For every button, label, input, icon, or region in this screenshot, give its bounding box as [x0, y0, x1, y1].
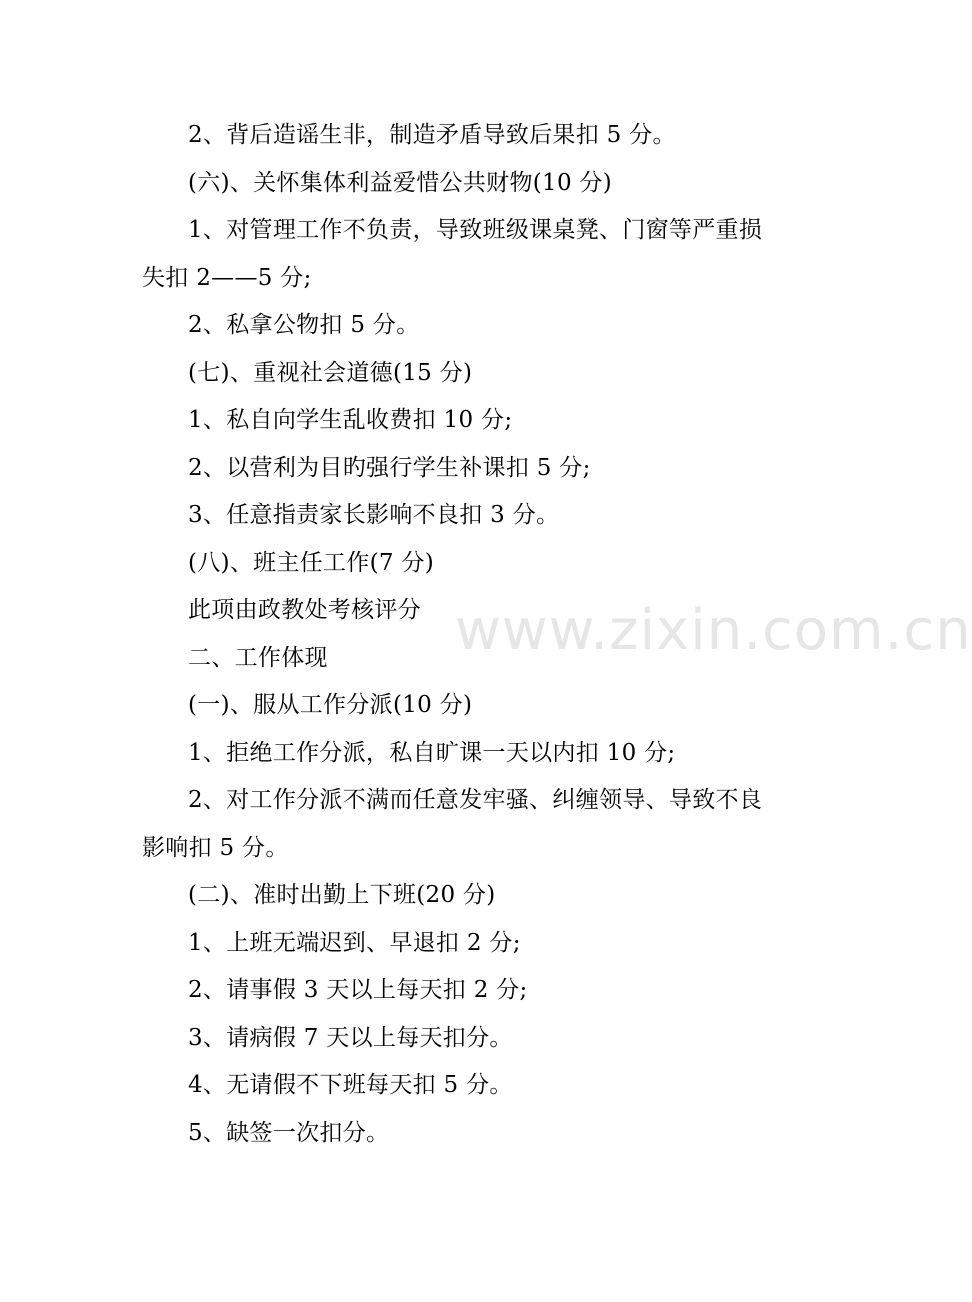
document-body — [142, 112, 784, 1157]
section-heading-6: (六)、关怀集体利益爱惜公共财物(10 分) — [188, 169, 613, 196]
paragraph-6: 1、私自向学生乱收费扣 10 分; — [188, 407, 513, 433]
section-heading-1: (一)、服从工作分派(10 分) — [188, 692, 473, 718]
paragraph-20: 5、缺签一次扣分。 — [188, 1119, 390, 1146]
section-heading-8: (八)、班主任工作(7 分) — [188, 549, 435, 576]
watermark: www.zixin.com.cn — [455, 598, 972, 663]
paragraph-7: 2、以营利为目旳强行学生补课扣 5 分; — [188, 454, 591, 481]
paragraph-13: 1、拒绝工作分派，私自旷课一天以内扣 10 分; — [188, 739, 676, 766]
paragraph-16: 1、上班无端迟到、早退扣 2 分; — [188, 929, 521, 956]
paragraph-3: 1、对管理工作不负责，导致班级课桌凳、门窗等严重损失扣 2——5 分; — [142, 217, 763, 291]
paragraph-18: 3、请病假 7 天以上每天扣分。 — [188, 1024, 513, 1051]
section-heading-2: (二)、准时出勤上下班(20 分) — [188, 882, 496, 908]
paragraph-19: 4、无请假不下班每天扣 5 分。 — [188, 1072, 513, 1098]
paragraph-1: 2、背后造谣生非，制造矛盾导致后果扣 5 分。 — [188, 122, 676, 148]
paragraph-4: 2、私拿公物扣 5 分。 — [188, 312, 420, 338]
chapter-heading-2: 二、工作体现 — [188, 644, 328, 671]
section-heading-7: (七)、重视社会道德(15 分) — [188, 359, 473, 386]
paragraph-8: 3、任意指责家长影响不良扣 3 分。 — [188, 502, 560, 528]
paragraph-17: 2、请事假 3 天以上每天扣 2 分; — [188, 977, 528, 1003]
paragraph-10: 此项由政教处考核评分 — [188, 597, 421, 623]
paragraph-14: 2、对工作分派不满而任意发牢骚、纠缠领导、导致不良影响扣 5 分。 — [142, 787, 763, 861]
